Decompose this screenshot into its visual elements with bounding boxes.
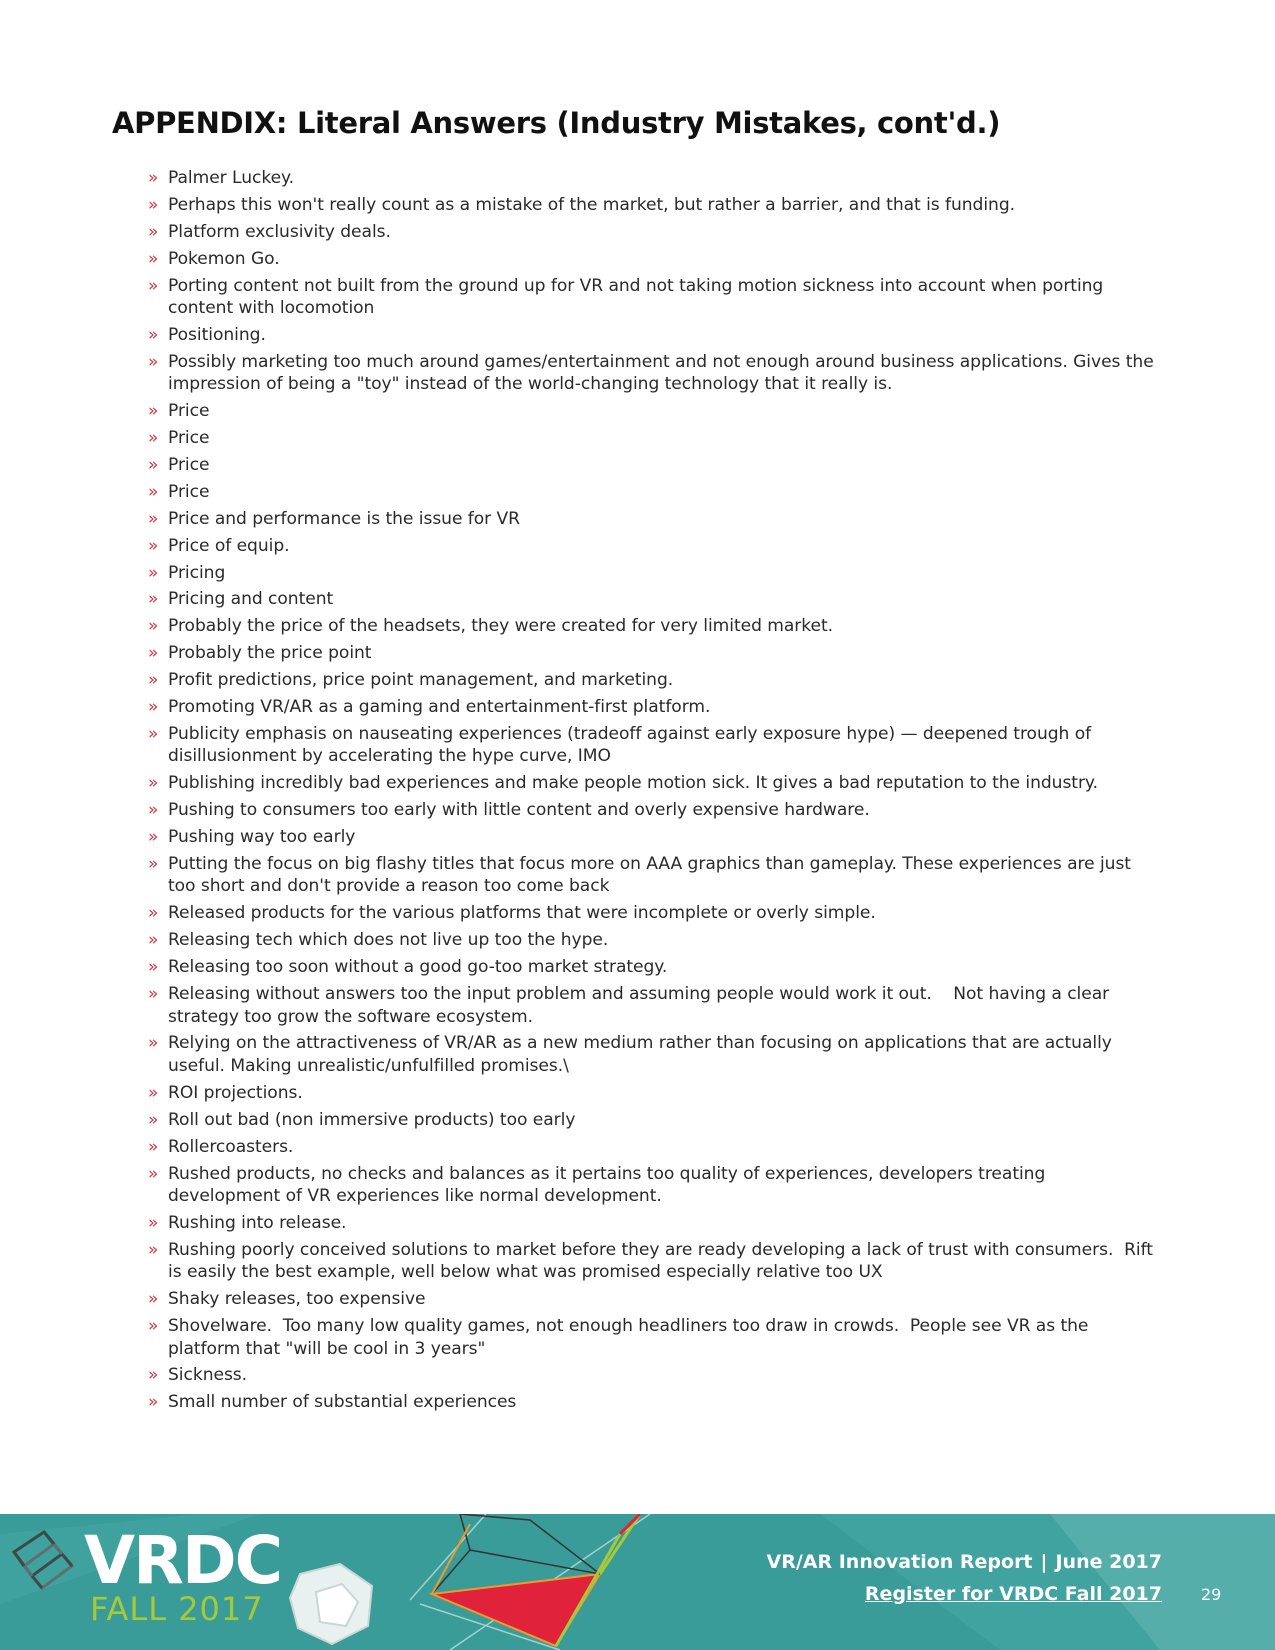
- list-item: [148, 642, 1160, 665]
- list-item-text: Sickness.: [168, 1365, 248, 1386]
- list-item-text: Price: [168, 401, 210, 422]
- list-item-text: Price: [168, 455, 210, 476]
- bullet-icon: »: [148, 1392, 159, 1413]
- page-number: 29: [1201, 1585, 1222, 1604]
- list-item-text: Rollercoasters.: [168, 1136, 294, 1157]
- bullet-icon: »: [148, 1239, 159, 1260]
- list-item-text: Profit predictions, price point management, and marketing.: [168, 670, 674, 691]
- list-item: [148, 983, 1160, 1028]
- bullet-icon: »: [148, 1033, 159, 1054]
- register-link[interactable]: Register for VRDC Fall 2017: [864, 1583, 1162, 1605]
- list-item-text: Positioning.: [168, 324, 266, 345]
- bullet-icon: »: [148, 168, 159, 188]
- bullet-icon: »: [148, 773, 159, 794]
- dodecahedron-icon: [290, 1564, 372, 1644]
- bullet-icon: »: [148, 589, 159, 610]
- list-item: [148, 1315, 1160, 1360]
- list-item-text: Price: [168, 428, 210, 449]
- list-item-text: Possibly marketing too much around games/entertainment and not enough around business applications. Gives the impression of being a "toy" instead of the world-changing technology that it really is.: [168, 351, 1160, 395]
- bullet-icon: »: [148, 1365, 159, 1386]
- bullet-icon: »: [148, 1316, 159, 1337]
- list-item: [148, 696, 1160, 719]
- list-item-text: Releasing too soon without a good go-too market strategy.: [168, 957, 668, 978]
- list-item-text: Porting content not built from the ground up for VR and not taking motion sickness into account when porting content with locomotion: [168, 275, 1109, 319]
- list-item-text: Publicity emphasis on nauseating experiences (tradeoff against early exposure hype) — deepened trough of disillusionment by accelerating the hype curve, IMO: [168, 723, 1097, 767]
- list-item: [148, 772, 1160, 795]
- list-item: [148, 481, 1160, 504]
- list-item-text: Rushed products, no checks and balances as it pertains too quality of experiences, developers treating development of VR experiences like normal development.: [168, 1163, 1051, 1206]
- vrdc-logo-subtitle: FALL 2017: [90, 1590, 264, 1628]
- separator: |: [1040, 1551, 1048, 1573]
- list-item: [148, 929, 1160, 952]
- list-item-text: Price and performance is the issue for VR: [168, 508, 521, 529]
- list-item: [148, 167, 1160, 190]
- bullet-icon: »: [148, 853, 159, 874]
- bullet-icon: »: [148, 562, 159, 583]
- bullet-icon: »: [148, 1082, 159, 1103]
- report-date: June 2017: [1055, 1551, 1162, 1573]
- list-item: [148, 427, 1160, 450]
- list-item-text: Rushing poorly conceived solutions to market before they are ready developing a lack of trust with consumers. Rift is easily the best example, well below what was promised especially relative too UX: [168, 1239, 1159, 1283]
- list-item: [148, 454, 1160, 477]
- bullet-icon: »: [148, 723, 159, 744]
- list-item-text: Small number of substantial experiences: [168, 1392, 517, 1413]
- list-item-text: Shaky releases, too expensive: [168, 1289, 426, 1310]
- bullet-icon: »: [148, 351, 159, 372]
- bullet-icon: »: [148, 481, 159, 502]
- list-item-text: Palmer Luckey.: [168, 168, 295, 188]
- list-item-text: Pushing way too early: [168, 827, 356, 848]
- list-item: [148, 956, 1160, 979]
- list-item: [148, 562, 1160, 585]
- bullet-icon: »: [148, 1109, 159, 1130]
- bullet-icon: »: [148, 248, 159, 269]
- bullet-icon: »: [148, 1163, 159, 1184]
- list-item-text: Platform exclusivity deals.: [168, 221, 391, 242]
- list-item: [148, 1082, 1160, 1105]
- bullet-icon: »: [148, 1289, 159, 1310]
- bullet-icon: »: [148, 275, 159, 296]
- list-item: [148, 826, 1160, 849]
- bullet-icon: »: [148, 1136, 159, 1157]
- bullet-icon: »: [148, 903, 159, 924]
- report-name: VR/AR Innovation Report: [766, 1551, 1033, 1573]
- list-item-text: Probably the price point: [168, 643, 372, 664]
- bullet-icon: »: [148, 221, 159, 242]
- list-item: [148, 1239, 1160, 1284]
- list-item-text: Releasing without answers too the input problem and assuming people would work it out. Not having a clear strategy too grow the software ecosystem.: [168, 984, 1115, 1027]
- list-item: [148, 508, 1160, 531]
- bullet-icon: »: [148, 616, 159, 637]
- list-item-text: ROI projections.: [168, 1082, 303, 1103]
- list-item: [148, 723, 1160, 768]
- list-item-text: Pushing to consumers too early with little content and overly expensive hardware.: [168, 800, 870, 821]
- list-item: [148, 853, 1160, 898]
- bullet-icon: »: [148, 643, 159, 664]
- list-item: [148, 400, 1160, 423]
- list-item: [148, 615, 1160, 638]
- list-item-text: Released products for the various platforms that were incomplete or overly simple.: [168, 903, 876, 924]
- list-item: [148, 221, 1160, 244]
- bullet-icon: »: [148, 800, 159, 821]
- bullet-icon: »: [148, 984, 159, 1005]
- bullet-icon: »: [148, 957, 159, 978]
- bullet-icon: »: [148, 194, 159, 215]
- list-item-text: Price: [168, 481, 210, 502]
- list-item: [148, 535, 1160, 558]
- list-item: [148, 1163, 1160, 1208]
- list-item-text: Shovelware. Too many low quality games, not enough headliners too draw in crowds. People see VR as the platform that "will be cool in 3 years": [168, 1316, 1094, 1359]
- vrdc-logo: VRDC: [84, 1522, 282, 1599]
- report-title: [767, 1551, 1163, 1573]
- list-item: [148, 351, 1160, 396]
- list-item-text: Roll out bad (non immersive products) too early: [168, 1109, 576, 1130]
- list-item-text: Putting the focus on big flashy titles that focus more on AAA graphics than gameplay. These experiences are just too short and don't provide a reason too come back: [168, 853, 1137, 897]
- list-item-text: Pricing and content: [168, 589, 334, 610]
- list-item-text: Rushing into release.: [168, 1212, 347, 1233]
- list-item: [148, 902, 1160, 925]
- list-item-text: Publishing incredibly bad experiences and make people motion sick. It gives a bad reputation to the industry.: [168, 773, 1098, 794]
- bullet-icon: »: [148, 930, 159, 951]
- bullet-icon: »: [148, 670, 159, 691]
- list-item: [148, 1109, 1160, 1132]
- bullet-icon: »: [148, 455, 159, 476]
- list-item-text: Probably the price of the headsets, they were created for very limited market.: [168, 616, 834, 637]
- bullet-icon: »: [148, 428, 159, 449]
- list-item: [148, 194, 1160, 217]
- list-item-text: Price of equip.: [168, 535, 290, 556]
- list-item: [148, 1288, 1160, 1311]
- page-title: APPENDIX: Literal Answers (Industry Mistakes, cont'd.): [112, 106, 1001, 140]
- bullet-icon: »: [148, 697, 159, 718]
- list-item: [148, 1212, 1160, 1235]
- list-item: [148, 1364, 1160, 1387]
- list-item: [148, 669, 1160, 692]
- bullet-icon: »: [148, 324, 159, 345]
- list-item-text: Pokemon Go.: [168, 248, 280, 269]
- list-item-text: Promoting VR/AR as a gaming and entertainment-first platform.: [168, 697, 711, 718]
- list-item: [148, 1032, 1160, 1077]
- bullet-icon: »: [148, 827, 159, 848]
- list-item: [148, 248, 1160, 271]
- bullet-icon: »: [148, 508, 159, 529]
- list-item: [148, 275, 1160, 320]
- list-item: [148, 1391, 1160, 1414]
- list-item-text: Perhaps this won't really count as a mistake of the market, but rather a barrier, and that is funding.: [168, 194, 1016, 215]
- list-item: [148, 324, 1160, 347]
- answer-list: [148, 167, 1160, 1418]
- list-item: [148, 1136, 1160, 1159]
- bullet-icon: »: [148, 1212, 159, 1233]
- list-item: [148, 799, 1160, 822]
- list-item-text: Pricing: [168, 562, 226, 583]
- bullet-icon: »: [148, 401, 159, 422]
- bullet-icon: »: [148, 535, 159, 556]
- list-item-text: Releasing tech which does not live up too the hype.: [168, 930, 609, 951]
- list-item: [148, 588, 1160, 611]
- list-item-text: Relying on the attractiveness of VR/AR as a new medium rather than focusing on applications that are actually useful. Making unrealistic/unfulfilled promises.\: [168, 1033, 1118, 1076]
